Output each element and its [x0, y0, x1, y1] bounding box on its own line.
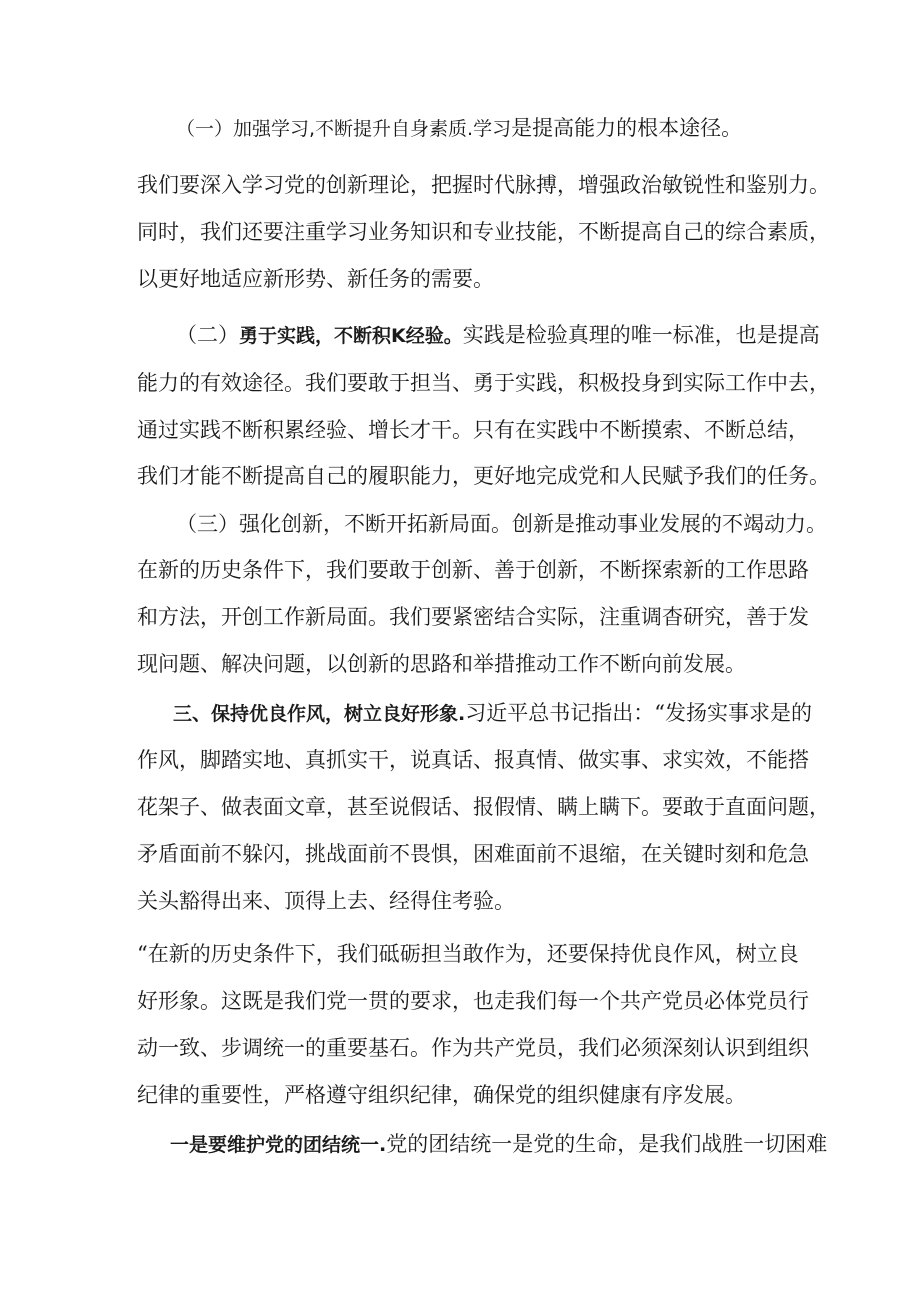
p2-line-3: 通过实践不断积累经验、增长才干。只有在实践中不断摸索、不断总结， [137, 418, 809, 442]
p2-line-4: 我们才能不断提高自己的履职能力，更好地完成党和人民赋予我们的任务。 [137, 464, 830, 488]
p2-heading: 勇于实践，不断积K经验。 [239, 325, 463, 347]
p1-line-2: 我们要深入学习党的创新理论，把握时代脉搏，增强政治敏锐性和鉴别力。 [137, 173, 830, 197]
p2-line-2: 能力的有效途径。我们要敢于担当、勇于实践，积极投身到实际工作中去， [137, 371, 830, 395]
p4-heading-tail: 习近平总书记指出：“发扬实事求是的 [465, 701, 812, 725]
p1-line-3: 同时，我们还要注重学习业务知识和专业技能，不断提高自己的综合素质， [137, 220, 830, 244]
p2-heading-tail: 实践是检验真理的唯一标准，也是提高 [462, 323, 820, 347]
p4-line-2: 作风，脚踏实地、真抓实干，说真话、报真情、做实事、求实效，不能搭 [137, 748, 809, 772]
p3-line-2: 在新的历史条件下，我们要敢于创新、善于创新，不断探索新的工作思路 [137, 558, 809, 582]
p6-line-1 [170, 1130, 827, 1158]
p4-line-1 [173, 699, 812, 727]
p4-line-5: 关头豁得出来、顶得上去、经得住考验。 [137, 889, 515, 913]
p2-line-1 [176, 321, 820, 349]
p4-line-3: 花架子、做表面文章，甚至说假话、报假情、瞒上瞒下。要敢于直面问题， [137, 795, 830, 819]
p1-line-1 [176, 114, 742, 142]
p4-heading: 三、保持优良作风，树立良好形象. [173, 703, 466, 725]
p5-line-3: 动一致、步调统一的重要基石。作为共产党员，我们必须深刻认识到组织 [137, 1036, 809, 1060]
p6-heading-tail: 党的团结统一是党的生命，是我们战胜一切困难 [386, 1132, 828, 1156]
p1-line-4: 以更好地适应新形势、新任务的需要。 [137, 267, 494, 291]
p3-line-4: 现问题、解决问题，以创新的思路和举措推动工作不断向前发展。 [137, 652, 746, 676]
p3-line-1: （三）强化创新，不断开拓新局面。创新是推动事业发展的不竭动力。 [176, 512, 827, 536]
p5-line-4: 纪律的重要性，严格遵守组织纪律，确保党的组织健康有序发展。 [137, 1083, 746, 1107]
p6-heading: 一是要维护党的团结统一. [170, 1134, 387, 1156]
p4-line-4: 矛盾面前不躲闪，挑战面前不畏惧，困难面前不退缩，在关键时刻和危急 [137, 842, 809, 866]
p1-heading-tail: 是提高能力的根本途径。 [511, 116, 743, 140]
p1-heading: （一）加强学习,不断提升自身素质.学习 [176, 118, 512, 140]
p3-line-3: 和方法，开创工作新局面。我们要紧密结合实际，注重调杳研究，善于发 [137, 605, 809, 629]
p2-prefix: （二） [176, 323, 239, 347]
p5-line-1: “在新的历史条件下，我们砥砺担当敢作为，还要保持优良作风，树立良 [137, 942, 799, 966]
p5-line-2: 好形象。这既是我们党一贯的要求，也走我们每一个共产党员必体党员行 [137, 989, 809, 1013]
